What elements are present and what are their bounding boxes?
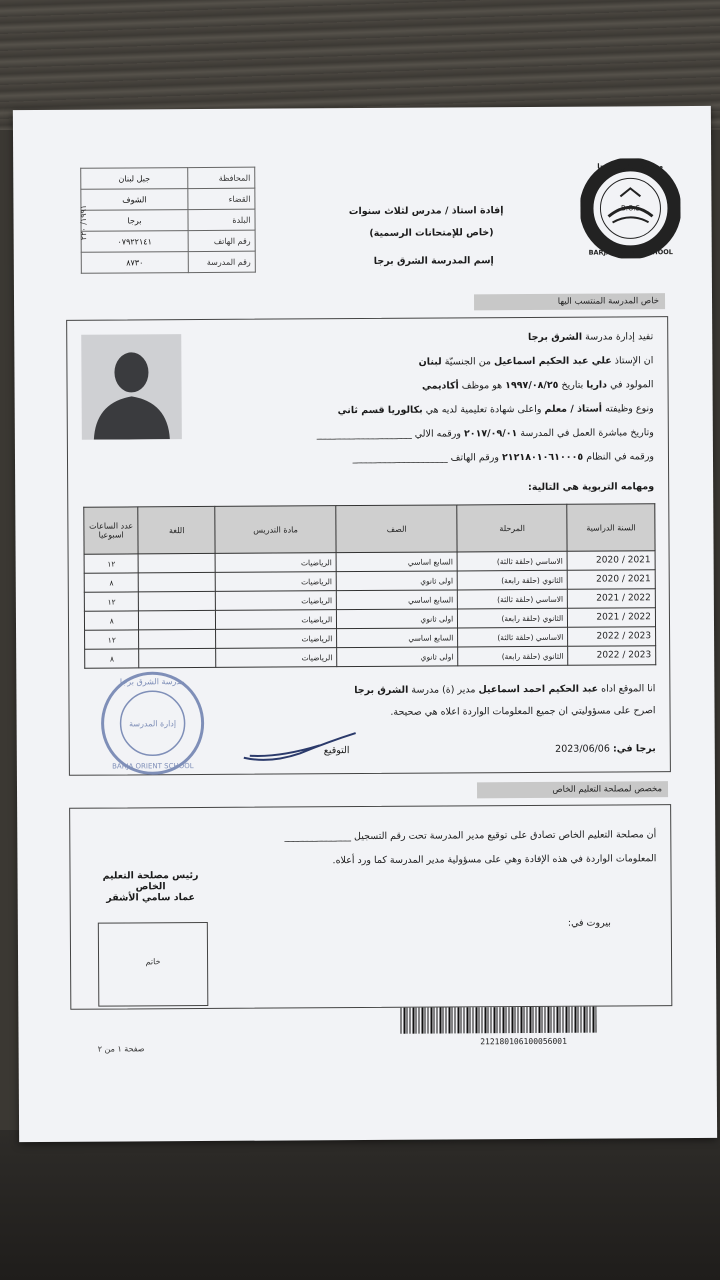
table-row: 2021 / 2020 الاساسي (حلقة ثالثة) السابع اساسي الرياضيات ١٢ [84, 551, 655, 573]
col-header: مادة التدريس [215, 506, 336, 554]
declaration-line-1: انا الموقع اداه عبد الحكيم احمد اسماعيل مدير (ة) مدرسة الشرق برجا [354, 683, 656, 697]
chief-title: رئيس مصلحة التعليم الخاص [102, 870, 199, 893]
col-header: الصف [336, 505, 457, 553]
line-teacher-name: ان الإستاذ علي عبد الحكيم اسماعيل من الجنسيّة لبنان [418, 355, 654, 368]
logo-english: BARJA ORIENT SCHOOL [588, 248, 673, 257]
info-label: رقم المدرسة [188, 251, 255, 272]
school-info-table [80, 167, 256, 274]
table-row: 2022 / 2021 الثانوي (حلقة رابعة) اولى ثانوي الرياضيات ٨ [84, 608, 655, 630]
col-header: المرحلة [457, 504, 567, 552]
table-row: 2023 / 2022 الاساسي (حلقة ثالثة) السابع اساسي الرياضيات ١٢ [85, 627, 656, 649]
declaration-place-date: برجا في: 2023/06/06 [555, 743, 656, 755]
line-birth: المولود في داريا بتاريخ ١٩٩٧/٠٨/٢٥ هو موظف أكاديمي [421, 379, 654, 392]
logo-initials: B.O.S [620, 204, 640, 213]
line-system-number: ورقمه في النظام ٢١٢١٨٠١٠٦١٠٠٠٥ ورقم الهاتف ____________________ [352, 451, 655, 465]
info-label: القضاء [188, 188, 255, 209]
document-title: إفادة استاذ / مدرس لثلاث سنوات [348, 205, 504, 218]
info-value: ٨٧٣٠ [81, 252, 188, 274]
school-round-stamp [97, 668, 208, 779]
col-header: عدد الساعات اسبوعيا [84, 507, 139, 554]
table-row: 2021 / 2020 الثانوي (حلقة رابعة) اولى ثانوي الرياضيات ٨ [84, 570, 655, 592]
beirut-date-label: بيروت في: [567, 917, 611, 929]
page-number: صفحة ١ من ٢ [97, 1044, 145, 1054]
svg-text:مدرسة الشرق برجا: مدرسة الشرق برجا [119, 677, 185, 687]
certificate-paper [13, 106, 717, 1142]
signature-scribble [240, 727, 360, 768]
line-start-date: وتاريخ مباشرة العمل في المدرسة ٢٠١٧/٠٩/٠١ ورقمه الالي ____________________ [316, 427, 654, 441]
declaration-line-2: اصرح على مسؤوليتي ان جميع المعلومات الواردة اعلاه هي صحيحة. [390, 705, 656, 718]
section-a-header: خاص المدرسة المنتسب اليها [474, 293, 665, 310]
line-school: تفيد إدارة مدرسة الشرق برجا [527, 331, 654, 343]
table-surface [0, 1130, 720, 1280]
school-logo [580, 158, 681, 259]
barcode [400, 1007, 596, 1034]
courses-table [83, 503, 656, 668]
table-row: 2022 / 2021 الاساسي (حلقة ثالثة) السابع اساسي الرياضيات ١٢ [84, 589, 655, 611]
logo-arabic: مدرسة الشرق برجا [597, 162, 664, 171]
side-reference: ١٩٩١/ ٢٢٠ [78, 204, 89, 241]
info-label: المحافظة [188, 167, 255, 188]
stamp-box [98, 922, 209, 1007]
svg-text:BARJA ORIENT SCHOOL: BARJA ORIENT SCHOOL [112, 762, 194, 771]
document-subtitle: (خاص للإمتحانات الرسمية) [369, 227, 494, 239]
info-value: الشوف [81, 189, 188, 211]
school-section-box [66, 316, 671, 776]
svg-text:إدارة المدرسة: إدارة المدرسة [129, 719, 177, 729]
approval-paragraph-2: المعلومات الواردة في هذه الإفادة وهي على مسؤولية مدير المدرسة كما ورد أعلاه. [332, 853, 657, 867]
school-name-line: إسم المدرسة الشرق برجا [373, 255, 494, 267]
section-b-header: مخصص لمصلحة التعليم الخاص [477, 781, 668, 798]
info-label: رقم الهاتف [188, 230, 255, 251]
private-education-box [69, 804, 672, 1010]
barcode-number: 212180106100056001 [480, 1036, 567, 1047]
signature-label: التوقيع [323, 745, 350, 757]
chief-name: عماد سامي الأشقر [106, 892, 196, 904]
tasks-title: ومهامه التربوية هي التالية: [527, 481, 655, 494]
info-label: البلدة [188, 209, 255, 230]
info-value: جبل لبنان [81, 168, 188, 190]
col-header: اللغة [138, 506, 215, 553]
approval-paragraph-1: أن مصلحة التعليم الخاص تصادق على توقيع مدير المدرسة تحت رقم التسجيل ______________ [284, 829, 657, 843]
line-job-type: ونوع وظيفته أستاذ / معلم واعلى شهادة تعليمية لديه هي بكالوريا قسم ثاني [337, 403, 654, 417]
info-value: ٠٧٩٢٢١٤١ [81, 231, 188, 253]
info-value: برجا [81, 210, 188, 232]
table-row: 2023 / 2022 الثانوي (حلقة رابعة) اولى ثانوي الرياضيات ٨ [85, 646, 656, 668]
stamp-label: خاتم [145, 957, 161, 967]
teacher-photo-placeholder [81, 334, 182, 440]
col-header: السنة الدراسية [567, 504, 655, 552]
